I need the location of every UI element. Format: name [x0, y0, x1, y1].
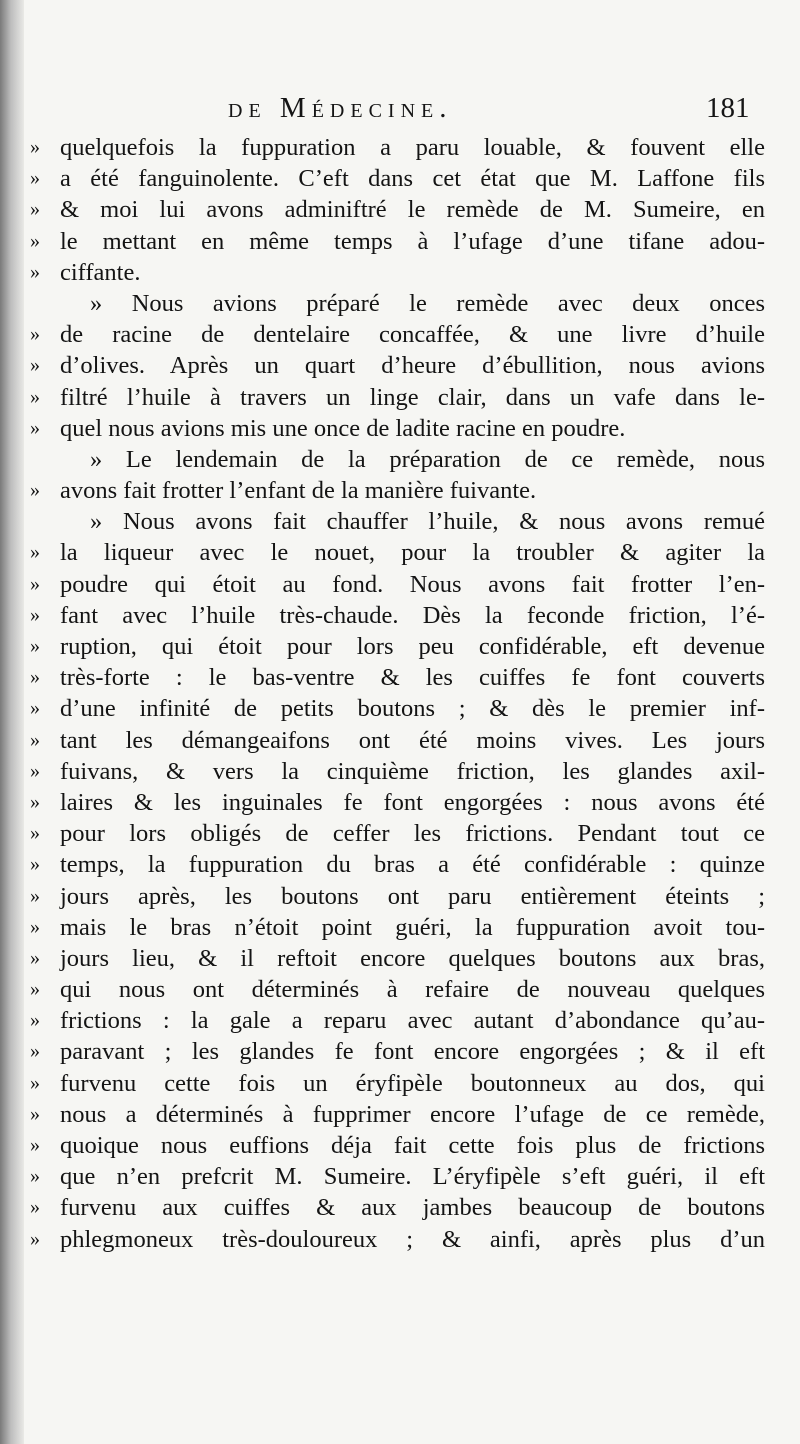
quotation-mark: »: [30, 822, 40, 845]
line-text: jours lieu, & il reftoit encore quelques boutons aux bras,: [60, 944, 765, 972]
quotation-mark: »: [30, 1009, 40, 1032]
text-line: [30, 756, 770, 787]
quotation-mark: »: [30, 572, 40, 595]
text-line: [30, 382, 770, 413]
text-line: [30, 257, 770, 288]
text-line: [30, 475, 770, 506]
line-text: » Le lendemain de la préparation de ce remède, nous: [90, 445, 765, 473]
line-text: furvenu cette fois un éryfipèle boutonneux au dos, qui: [60, 1069, 765, 1097]
line-text: furvenu aux cuiffes & aux jambes beaucoup de boutons: [60, 1194, 765, 1222]
line-text: a été fanguinolente. C’eft dans cet état que M. Laffone fils: [60, 165, 765, 193]
line-text: le mettant en même temps à l’ufage d’une tifane adou-: [60, 227, 765, 255]
line-text: fant avec l’huile très-chaude. Dès la feconde friction, l’é-: [60, 601, 765, 629]
quotation-mark: »: [30, 541, 40, 564]
line-text: paravant ; les glandes fe font encore engorgées ; & il eft: [60, 1038, 765, 1066]
text-line: [30, 194, 770, 225]
text-line: [30, 569, 770, 600]
text-line: [30, 693, 770, 724]
binding-gutter-shadow: [0, 0, 24, 1444]
text-line: [30, 1224, 770, 1255]
quotation-mark: »: [30, 229, 40, 252]
line-text: de racine de dentelaire concaffée, & une livre d’huile: [60, 321, 765, 349]
text-line: [30, 506, 770, 537]
text-line: [30, 881, 770, 912]
text-line: [30, 725, 770, 756]
text-line: [30, 631, 770, 662]
line-text: nous a déterminés à fupprimer encore l’ufage de ce remède,: [60, 1100, 765, 1128]
quotation-mark: »: [30, 666, 40, 689]
line-text: quel nous avions mis une once de ladite racine en poudre.: [60, 414, 626, 442]
line-text: mais le bras n’étoit point guéri, la fuppuration avoit tou-: [60, 913, 765, 941]
line-text: ciffante.: [60, 258, 141, 286]
quotation-mark: »: [30, 759, 40, 782]
quotation-mark: »: [30, 635, 40, 657]
line-text: la liqueur avec le nouet, pour la troubler & agiter la: [60, 539, 765, 567]
line-text: qui nous ont déterminés à refaire de nouveau quelques: [60, 976, 765, 1004]
text-line: [30, 288, 770, 319]
text-line: [30, 1005, 770, 1036]
text-line: [30, 849, 770, 880]
line-text: d’une infinité de petits boutons ; & dès le premier inf-: [60, 695, 765, 723]
text-line: [30, 163, 770, 194]
text-line: [30, 537, 770, 568]
quotation-mark: »: [30, 946, 40, 969]
quotation-mark: »: [30, 853, 40, 876]
line-text: » Nous avions préparé le remède avec deux onces: [90, 289, 765, 317]
line-text: » Nous avons fait chauffer l’huile, & nous avons remué: [90, 508, 765, 536]
text-line: [30, 787, 770, 818]
quotation-mark: »: [30, 260, 40, 283]
quotation-mark: »: [30, 1071, 40, 1094]
text-line: [30, 662, 770, 693]
line-text: quoique nous euffions déja fait cette fois plus de frictions: [60, 1132, 765, 1159]
page-number: 181: [706, 92, 750, 124]
body-text: [30, 132, 770, 1255]
line-text: frictions : la gale a reparu avec autant d’abondance qu’au-: [60, 1007, 765, 1035]
quotation-mark: »: [30, 1196, 40, 1219]
line-text: quelquefois la fuppuration a paru louable, & fouvent elle: [60, 134, 765, 161]
quotation-mark: »: [30, 978, 40, 1001]
text-line: [30, 600, 770, 631]
line-text: fuivans, & vers la cinquième friction, les glandes axil-: [60, 757, 765, 785]
line-text: temps, la fuppuration du bras a été confidérable : quinze: [60, 851, 765, 879]
quotation-mark: »: [30, 385, 40, 408]
text-line: [30, 350, 770, 381]
quotation-mark: »: [30, 884, 40, 907]
running-title: de Médecine.: [228, 92, 453, 124]
text-line: [30, 1130, 770, 1161]
quotation-mark: »: [30, 603, 40, 626]
text-line: [30, 319, 770, 350]
quotation-mark: »: [30, 915, 40, 938]
text-line: [30, 226, 770, 257]
quotation-mark: »: [30, 728, 40, 751]
text-line: [30, 943, 770, 974]
line-text: tant les démangeaifons ont été moins vives. Les jours: [60, 726, 765, 754]
quotation-mark: »: [30, 1227, 40, 1250]
text-line: [30, 818, 770, 849]
line-text: que n’en prefcrit M. Sumeire. L’éryfipèle s’eft guéri, il eft: [60, 1163, 765, 1191]
quotation-mark: »: [30, 697, 40, 720]
quotation-mark: »: [30, 479, 40, 502]
text-line: [30, 912, 770, 943]
quotation-mark: »: [30, 136, 40, 158]
line-text: jours après, les boutons ont paru entièrement éteints ;: [60, 882, 765, 910]
text-line: [30, 1192, 770, 1223]
text-line: [30, 444, 770, 475]
line-text: ruption, qui étoit pour lors peu confidérable, eft devenue: [60, 633, 765, 660]
line-text: filtré l’huile à travers un linge clair, dans un vafe dans le-: [60, 383, 765, 411]
text-line: [30, 1161, 770, 1192]
line-text: d’olives. Après un quart d’heure d’ébullition, nous avions: [60, 352, 765, 380]
line-text: poudre qui étoit au fond. Nous avons fait frotter l’en-: [60, 570, 765, 598]
text-line: [30, 1099, 770, 1130]
quotation-mark: »: [30, 323, 40, 346]
text-line: [30, 413, 770, 444]
line-text: laires & les inguinales fe font engorgées : nous avons été: [60, 788, 765, 816]
quotation-mark: »: [30, 416, 40, 439]
quotation-mark: »: [30, 1040, 40, 1063]
text-line: [30, 1036, 770, 1067]
quotation-mark: »: [30, 167, 40, 190]
line-text: très-forte : le bas-ventre & les cuiffes fe font couverts: [60, 664, 765, 692]
line-text: pour lors obligés de ceffer les frictions. Pendant tout ce: [60, 820, 765, 848]
text-line: [30, 132, 770, 163]
quotation-mark: »: [30, 1102, 40, 1125]
text-line: [30, 974, 770, 1005]
quotation-mark: »: [30, 198, 40, 221]
text-line: [30, 1068, 770, 1099]
quotation-mark: »: [30, 354, 40, 377]
line-text: avons fait frotter l’enfant de la manière fuivante.: [60, 477, 537, 505]
line-text: & moi lui avons adminiftré le remède de M. Sumeire, en: [60, 196, 765, 224]
page-header: [0, 92, 800, 136]
quotation-mark: »: [30, 1165, 40, 1188]
line-text: phlegmoneux très-douloureux ; & ainfi, après plus d’un: [60, 1225, 765, 1253]
quotation-mark: »: [30, 1134, 40, 1156]
quotation-mark: »: [30, 790, 40, 813]
